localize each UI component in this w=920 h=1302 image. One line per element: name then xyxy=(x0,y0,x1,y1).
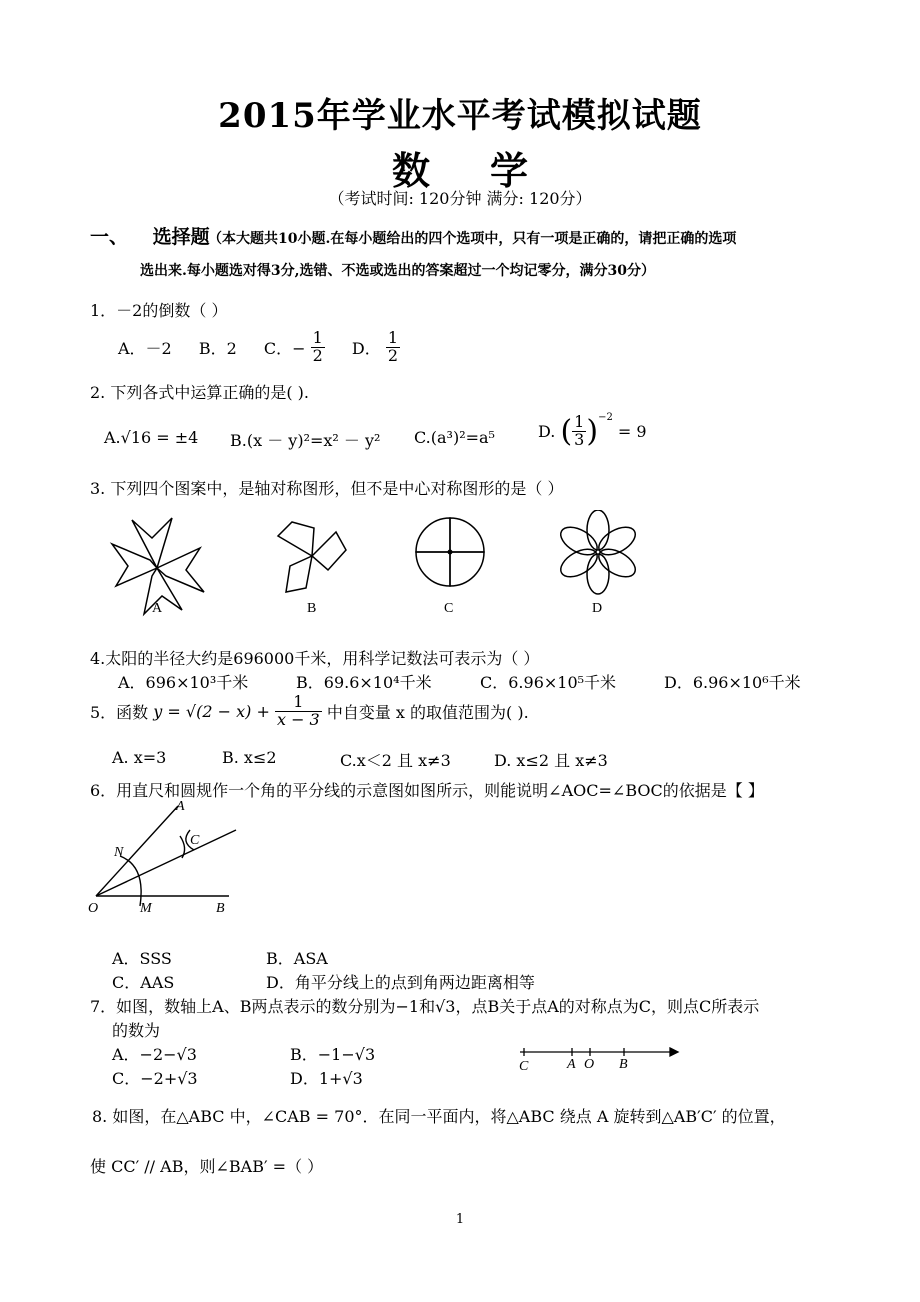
q7-label-a: A xyxy=(567,1057,576,1072)
subject-title: 数学 xyxy=(391,148,588,193)
section-number: 一、 xyxy=(90,226,129,248)
q1-option-d-fraction xyxy=(386,330,400,365)
q1-option-a: A．－2 xyxy=(118,338,172,358)
q7-option-d: D．1+√3 xyxy=(290,1069,363,1088)
q3-figures xyxy=(100,510,660,620)
q2-d-exponent: −2 xyxy=(598,412,613,423)
q3-figure-a xyxy=(112,518,204,614)
q6-label-b: B xyxy=(216,901,225,916)
q1-option-d xyxy=(352,330,400,365)
q5-fraction xyxy=(275,694,322,729)
q6-option-c: C．AAS xyxy=(112,973,175,992)
page-title: 2015年学业水平考试模拟试题 xyxy=(218,96,702,136)
q3-figure-d xyxy=(556,510,640,594)
q3-label-b: B xyxy=(307,601,317,616)
q7-label-o: O xyxy=(584,1057,595,1072)
q6-label-m: M xyxy=(140,901,152,916)
q7-option-a: A．−2−√3 xyxy=(112,1045,197,1064)
q5-option-b: B. x≤2 xyxy=(222,748,277,767)
q6-angle-bisector-figure xyxy=(84,796,254,921)
q6-label-a: A xyxy=(176,799,185,814)
section-heading xyxy=(90,222,210,249)
section-name: 选择题 xyxy=(152,226,210,248)
q5-formula: y = √(2 − x) + xyxy=(153,701,270,721)
q7-number-line xyxy=(512,1040,682,1076)
q4-option-d: D．6.96×10⁶千米 xyxy=(664,673,801,692)
q4-option-a: A．696×10³千米 xyxy=(118,673,249,692)
q6-label-c: C xyxy=(190,833,200,848)
q5-stem xyxy=(90,694,529,729)
q1-option-c-prefix: C．− xyxy=(263,338,306,358)
q2-option-a: A.√16 = ±4 xyxy=(104,428,199,447)
q6-option-b: B．ASA xyxy=(266,949,328,968)
q1-options xyxy=(118,330,400,365)
q7-option-b: B．−1−√3 xyxy=(290,1045,376,1064)
q8-stem-line2: 使 CC′ // AB，则∠BAB′ =（ ） xyxy=(90,1157,324,1176)
q1-option-d-prefix: D． xyxy=(351,338,381,358)
q3-label-d: D xyxy=(592,601,603,616)
q8-stem-line1: 8. 如图，在△ABC 中，∠CAB = 70°．在同一平面内，将△ABC 绕点 A 旋转到△AB′C′ 的位置， xyxy=(92,1107,786,1126)
q3-label-a: A xyxy=(152,601,163,616)
q7-stem-line2: 的数为 xyxy=(112,1021,161,1040)
q2-d-rhs: = 9 xyxy=(617,422,647,441)
q2-option-d xyxy=(538,414,647,449)
q2-paren-close: ) xyxy=(586,414,599,449)
q3-figure-c-center xyxy=(448,550,453,555)
q1-option-b: B．2 xyxy=(198,338,237,358)
q5-stem-suffix: 中自变量 x 的取值范围为( ). xyxy=(326,702,529,722)
q1-c-numerator: 1 xyxy=(312,328,323,347)
q4-option-c: C．6.96×10⁵千米 xyxy=(480,673,617,692)
q1-d-denominator: 2 xyxy=(387,345,399,365)
q3-stem: 3. 下列四个图案中，是轴对称图形，但不是中心对称图形的是（ ） xyxy=(90,479,564,498)
q6-option-a: A．SSS xyxy=(112,949,172,968)
q3-figure-b xyxy=(278,522,346,592)
q6-ray-oc xyxy=(96,830,236,896)
q5-frac-numerator: 1 xyxy=(275,694,322,712)
q6-label-n: N xyxy=(114,845,124,860)
q6-option-d: D．角平分线上的点到角两边距离相等 xyxy=(266,973,535,992)
q2-d-numerator: 1 xyxy=(574,412,585,432)
q5-stem-prefix: 5．函数 xyxy=(90,702,149,722)
q1-stem: 1．－2的倒数（ ） xyxy=(90,301,228,320)
q2-option-b: B.(x － y)²=x² － y² xyxy=(230,431,381,450)
q6-stem: 6．用直尺和圆规作一个角的平分线的示意图如图所示，则能说明∠AOC=∠BOC的依据是【 】 xyxy=(90,781,764,800)
exam-info: （考试时间: 120分钟 满分: 120分） xyxy=(328,189,592,208)
q7-stem-line1: 7．如图，数轴上A、B两点表示的数分别为−1和√3，点B关于点A的对称点为C，则点C所表示 xyxy=(90,997,760,1016)
q2-option-d-prefix: D. xyxy=(538,422,556,441)
q5-option-a: A. x=3 xyxy=(112,748,167,767)
q5-option-c: C.x＜2 且 x≠3 xyxy=(340,751,451,770)
page-number: 1 xyxy=(455,1212,465,1227)
q1-option-c xyxy=(264,330,325,365)
q7-option-c: C．−2+√3 xyxy=(112,1069,198,1088)
q4-stem: 4.太阳的半径大约是696000千米，用科学记数法可表示为（ ） xyxy=(90,649,540,668)
q3-label-c: C xyxy=(444,601,454,616)
q1-c-denominator: 2 xyxy=(312,345,323,365)
q2-d-denominator: 3 xyxy=(574,430,585,449)
q4-option-b: B．69.6×10⁴千米 xyxy=(296,673,432,692)
q6-label-o: O xyxy=(88,901,99,916)
q5-option-d: D. x≤2 且 x≠3 xyxy=(494,751,608,770)
q7-label-c: C xyxy=(519,1059,529,1074)
q2-stem: 2. 下列各式中运算正确的是( ). xyxy=(90,383,310,402)
q1-d-numerator: 1 xyxy=(387,328,399,347)
section-instruction-line1: （本大题共10小题.在每小题给出的四个选项中，只有一项是正确的，请把正确的选项 xyxy=(208,231,737,247)
q6-ray-oa xyxy=(96,806,178,896)
q7-label-b: B xyxy=(619,1057,628,1072)
q6-arc-mn xyxy=(120,856,141,906)
section-instruction-line2: 选出来.每小题选对得3分,选错、不选或选出的答案超过一个均记零分，满分30分） xyxy=(140,263,655,279)
q7-axis-arrow xyxy=(670,1048,678,1056)
q5-frac-denominator: x − 3 xyxy=(276,709,320,729)
q1-option-c-fraction xyxy=(311,330,325,365)
q2-paren-open: ( xyxy=(560,414,573,449)
q2-option-d-fraction xyxy=(572,414,586,449)
q2-option-c: C.(a³)²=a⁵ xyxy=(414,428,495,447)
